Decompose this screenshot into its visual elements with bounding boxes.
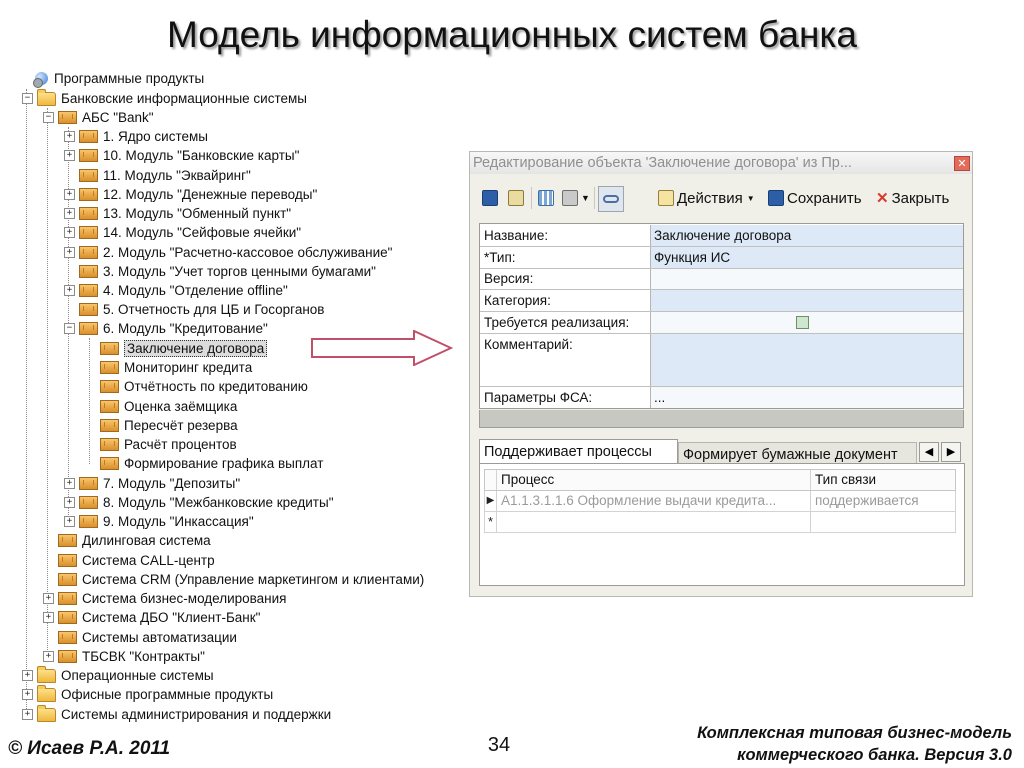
tree-item-function[interactable] — [85, 416, 238, 435]
function-icon — [100, 342, 119, 355]
system-icon — [58, 611, 77, 624]
system-icon — [58, 573, 77, 586]
tree-item-label: Дилинговая система — [82, 533, 211, 548]
expand-icon[interactable]: + — [64, 227, 75, 238]
tree-item-module[interactable] — [64, 185, 317, 204]
tree-item-group[interactable] — [22, 666, 214, 685]
caption-line: Комплексная типовая бизнес-модель — [697, 724, 1012, 742]
folder-icon — [37, 92, 56, 106]
function-icon — [100, 419, 119, 432]
module-icon — [79, 322, 98, 335]
form-scrollbar[interactable] — [479, 410, 964, 428]
close-button[interactable] — [876, 188, 949, 208]
function-icon — [100, 361, 119, 374]
tab-strip — [479, 437, 965, 463]
module-icon — [79, 226, 98, 239]
tree-item-label: 1. Ядро системы — [103, 129, 208, 144]
tree-item-label: Отчётность по кредитованию — [124, 379, 308, 394]
property-form — [479, 223, 964, 409]
tree-item-label: Расчёт процентов — [124, 437, 237, 452]
tree-item-system[interactable] — [43, 551, 215, 570]
field-type — [480, 247, 963, 268]
folder-icon — [37, 708, 56, 722]
tree-item-system[interactable] — [43, 531, 211, 550]
tab-supports-processes[interactable]: Поддерживает процессы — [479, 439, 678, 463]
tree-item-module[interactable] — [64, 281, 288, 300]
requires-checkbox[interactable] — [796, 316, 809, 329]
tree-item-bank-systems[interactable] — [22, 89, 307, 108]
tree-item-label: 6. Модуль "Кредитование" — [103, 321, 268, 336]
tree-item-label: Системы администрирования и поддержки — [61, 707, 332, 722]
tree-item-module[interactable] — [64, 512, 254, 531]
expand-icon[interactable]: + — [64, 285, 75, 296]
field-requires — [480, 312, 963, 333]
tree-item-module[interactable] — [64, 223, 301, 242]
expand-icon[interactable]: + — [64, 478, 75, 489]
module-icon — [79, 207, 98, 220]
dropdown-arrow-icon: ▼ — [581, 193, 590, 203]
dialog-title: Редактирование объекта 'Заключение договора' из Пр... — [470, 152, 972, 174]
tree-item-label: 2. Модуль "Расчетно-кассовое обслуживание" — [103, 245, 393, 260]
module-icon — [79, 496, 98, 509]
tree-item-function[interactable] — [85, 397, 237, 416]
tree-item-system[interactable] — [43, 608, 260, 627]
link-icon — [603, 195, 619, 203]
expand-icon[interactable]: + — [64, 247, 75, 258]
tree-item-label: Программные продукты — [54, 71, 205, 86]
document-icon — [508, 190, 524, 206]
field-version — [480, 269, 963, 289]
field-name — [480, 225, 963, 246]
function-icon — [100, 400, 119, 413]
tree-connector — [26, 89, 27, 717]
floppy-icon — [482, 190, 498, 206]
pointer-arrow — [311, 330, 453, 366]
tree-item-label: ТБСВК "Контракты" — [82, 649, 205, 664]
tree-item-label: Система CRM (Управление маркетингом и клиентами) — [82, 572, 425, 587]
actions-menu[interactable] — [658, 188, 755, 208]
name-field[interactable]: Заключение договора — [650, 225, 963, 246]
software-products-icon — [33, 71, 49, 87]
tree-item-label: Пересчёт резерва — [124, 418, 238, 433]
tree-item-module[interactable] — [64, 262, 376, 281]
module-icon — [79, 303, 98, 316]
slide-title: Модель информационных систем банка — [167, 14, 857, 55]
tree-item-label: 14. Модуль "Сейфовые ячейки" — [103, 225, 302, 240]
close-icon[interactable]: ✕ — [954, 156, 970, 171]
tree-item-module[interactable] — [64, 493, 334, 512]
expand-icon[interactable]: + — [64, 208, 75, 219]
tree-item-module[interactable] — [64, 166, 251, 185]
comment-field[interactable] — [650, 334, 963, 386]
cell-link-type[interactable] — [811, 512, 956, 532]
tree-item-label: 12. Модуль "Денежные переводы" — [103, 187, 318, 202]
save-label: Сохранить — [787, 189, 862, 207]
edit-object-dialog — [469, 151, 973, 597]
field-label: *Тип: — [484, 250, 516, 265]
expand-icon[interactable]: + — [64, 150, 75, 161]
module-icon — [79, 284, 98, 297]
processes-grid — [479, 463, 965, 586]
grid-icon-button[interactable] — [538, 188, 554, 208]
system-icon — [58, 631, 77, 644]
save-icon-button[interactable] — [482, 188, 498, 208]
function-icon — [100, 380, 119, 393]
cell-link-type[interactable]: поддерживается — [815, 493, 919, 508]
author-credit: © Исаев Р.А. 2011 — [8, 738, 171, 759]
tree-item-root[interactable] — [18, 69, 204, 88]
tree-item-function[interactable] — [85, 435, 237, 454]
table-row[interactable] — [484, 491, 956, 512]
new-row-icon: * — [485, 512, 497, 532]
tree-item-system[interactable] — [43, 589, 287, 608]
tree-item-label: 7. Модуль "Депозиты" — [103, 476, 241, 491]
expand-icon[interactable]: + — [43, 593, 54, 604]
tree-item-module[interactable] — [64, 243, 392, 262]
tree-item-label: 3. Модуль "Учет торгов ценными бумагами" — [103, 264, 376, 279]
tree-item-module[interactable] — [64, 204, 291, 223]
field-comment — [480, 334, 963, 386]
module-icon — [79, 149, 98, 162]
table-icon — [538, 190, 554, 206]
tree-item-module[interactable] — [64, 127, 208, 146]
refresh-icon-button[interactable] — [508, 188, 524, 208]
tree-item-module[interactable] — [64, 300, 324, 319]
link-button[interactable] — [598, 186, 624, 212]
tree-view — [14, 68, 469, 728]
expand-icon[interactable]: + — [43, 651, 54, 662]
expand-icon[interactable]: + — [64, 131, 75, 142]
system-icon — [58, 554, 77, 567]
function-icon — [100, 457, 119, 470]
edit-document-icon — [658, 190, 674, 206]
version-field[interactable] — [650, 269, 963, 289]
new-row[interactable] — [484, 512, 956, 533]
caption — [697, 722, 1012, 766]
tree-item-function[interactable] — [85, 358, 252, 377]
function-icon — [100, 438, 119, 451]
close-x-icon: ✕ — [876, 190, 889, 207]
folder-icon — [37, 669, 56, 683]
tree-item-label: 9. Модуль "Инкассация" — [103, 514, 254, 529]
tree-item-function[interactable] — [85, 377, 308, 396]
field-label: Требуется реализация: — [484, 315, 630, 330]
module-icon — [79, 169, 98, 182]
tree-item-label: Заключение договора — [124, 340, 267, 357]
tree-item-system[interactable] — [43, 647, 205, 666]
module-icon — [79, 188, 98, 201]
expand-icon[interactable]: + — [43, 612, 54, 623]
collapse-icon[interactable]: − — [22, 93, 33, 104]
module-icon — [79, 477, 98, 490]
system-icon — [58, 650, 77, 663]
module-icon — [79, 130, 98, 143]
cell-process[interactable]: A1.1.3.1.1.6 Оформление выдачи кредита... — [497, 491, 811, 511]
collapse-icon[interactable]: − — [43, 112, 54, 123]
tree-item-label: 4. Модуль "Отделение offline" — [103, 283, 288, 298]
tree-item-label: Мониторинг кредита — [124, 360, 253, 375]
type-field[interactable]: Функция ИС — [650, 247, 963, 268]
params-field[interactable]: ... — [650, 387, 963, 408]
requires-field — [650, 312, 963, 333]
cell-process[interactable] — [497, 512, 811, 532]
column-process[interactable]: Процесс — [497, 470, 811, 490]
close-label: Закрыть — [891, 189, 950, 207]
expand-icon[interactable]: + — [22, 709, 33, 720]
folder-icon — [37, 688, 56, 702]
collapse-icon[interactable]: − — [64, 323, 75, 334]
tree-item-label: Операционные системы — [61, 668, 214, 683]
tree-item-label: Формирование графика выплат — [124, 456, 324, 471]
field-label: Комментарий: — [484, 337, 573, 352]
tree-item-module[interactable] — [64, 146, 299, 165]
module-icon — [79, 246, 98, 259]
row-pointer-icon: ▶ — [485, 491, 497, 511]
tree-item-group[interactable] — [22, 705, 331, 724]
floppy-icon — [768, 190, 784, 206]
expand-icon[interactable]: + — [64, 189, 75, 200]
tree-item-abs[interactable] — [43, 108, 154, 127]
expand-icon[interactable]: + — [64, 497, 75, 508]
tab-prev-arrow-icon[interactable]: ◀ — [919, 442, 939, 462]
tree-item-label: Система бизнес-моделирования — [82, 591, 287, 606]
tree-item-label: 10. Модуль "Банковские карты" — [103, 148, 300, 163]
tree-item-label: Система CALL-центр — [82, 553, 215, 568]
grid-header — [484, 469, 956, 491]
tree-item-function-selected[interactable] — [85, 339, 267, 358]
field-label: Параметры ФСА: — [484, 390, 593, 405]
tab-paper-documents[interactable]: Формирует бумажные документ — [678, 442, 917, 463]
field-label: Версия: — [484, 271, 534, 286]
caption-line: коммерческого банка. Версия 3.0 — [737, 746, 1012, 764]
field-label: Категория: — [484, 293, 551, 308]
expand-icon[interactable]: + — [22, 670, 33, 681]
tab-next-arrow-icon[interactable]: ▶ — [941, 442, 961, 462]
actions-label: Действия — [677, 189, 743, 207]
tree-item-group[interactable] — [22, 685, 273, 704]
tree-item-label: 11. Модуль "Эквайринг" — [103, 168, 251, 183]
tree-item-label: АБС "Bank" — [82, 110, 154, 125]
tree-item-label: 8. Модуль "Межбанковские кредиты" — [103, 495, 334, 510]
module-icon — [79, 265, 98, 278]
tree-item-label: Система ДБО "Клиент-Банк" — [82, 610, 261, 625]
expand-icon[interactable]: + — [64, 516, 75, 527]
field-params — [480, 387, 963, 408]
column-link-type[interactable]: Тип связи — [815, 472, 877, 487]
module-icon — [79, 515, 98, 528]
field-category — [480, 290, 963, 311]
system-icon — [58, 592, 77, 605]
category-field[interactable] — [650, 290, 963, 311]
tree-item-label: Офисные программные продукты — [61, 687, 274, 702]
tree-item-system[interactable] — [43, 628, 237, 647]
print-button[interactable] — [562, 188, 590, 208]
tree-item-label: 13. Модуль "Обменный пункт" — [103, 206, 292, 221]
expand-icon[interactable]: + — [22, 689, 33, 700]
save-button[interactable] — [768, 188, 862, 208]
dropdown-arrow-icon: ▼ — [746, 193, 755, 203]
tree-item-module[interactable] — [64, 474, 240, 493]
tree-item-module-credit[interactable] — [64, 319, 268, 338]
system-icon — [58, 534, 77, 547]
printer-icon — [562, 190, 578, 206]
tree-item-label: Системы автоматизации — [82, 630, 237, 645]
field-label: Название: — [484, 228, 549, 243]
tree-item-label: Оценка заёмщика — [124, 399, 238, 414]
tree-item-function[interactable] — [85, 454, 323, 473]
tree-item-label: 5. Отчетность для ЦБ и Госорганов — [103, 302, 325, 317]
page-number: 34 — [487, 734, 511, 756]
module-icon — [58, 111, 77, 124]
tree-item-system[interactable] — [43, 570, 424, 589]
toolbar — [476, 184, 964, 212]
tree-item-label: Банковские информационные системы — [61, 91, 307, 106]
